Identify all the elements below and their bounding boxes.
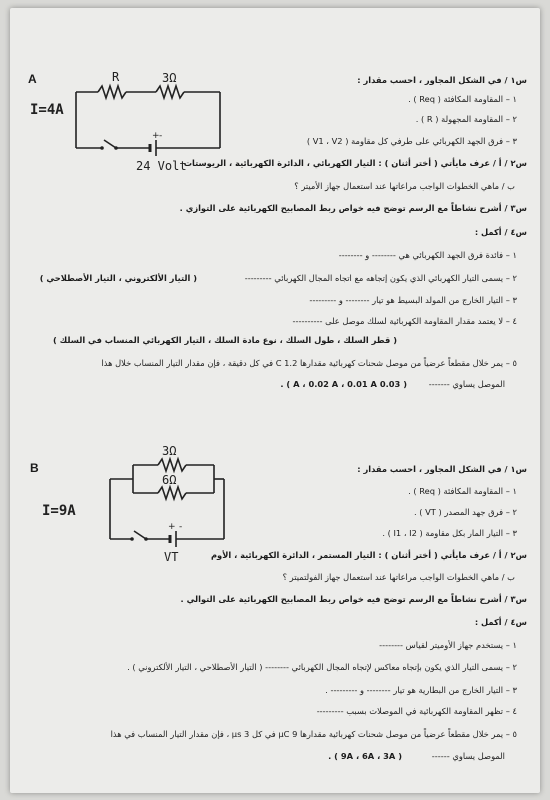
- svg-text:+: +: [168, 522, 176, 532]
- question-line: ٢ – فرق جهد المصدر ( VT ) .: [413, 507, 517, 517]
- question-line: ٥ – يمر خلال مقطعاً عرضياً من موصل شحنات كهربائية مقدارها 1.2 C في كل دقيقة ، فإن مقدار التيار المنساب خلال هذا: [101, 358, 517, 368]
- question-line: ٥ – يمر خلال مقطعاً عرضياً من موصل شحنات كهربائية مقدارها 9 μC في كل 3 μs ، فإن مقدار التيار المنساب في هذا: [110, 729, 517, 739]
- question-line: الموصل يساوي ------: [431, 751, 505, 761]
- question-line: ٤ – لا يعتمد مقدار المقاومة الكهربائية لسلك موصل على ----------: [292, 316, 517, 326]
- section-b: [10, 443, 540, 793]
- current-label-b: I=9A: [42, 503, 76, 519]
- question-line: ١ – يستخدم جهاز الأوميتر لقياس --------: [379, 640, 517, 650]
- section-a: [10, 8, 540, 428]
- resistor-3ohm-label: 3Ω: [162, 71, 177, 85]
- question-line: ٢ – يسمى التيار الذي يكون بإتجاه معاكس لإتجاه المجال الكهربائي -------- ( التيار الأصطلاحي ، التيار الألكتروني ) .: [127, 662, 517, 672]
- question-line: س٤ / أكمل :: [474, 617, 527, 627]
- resistor-3ohm-label: 3Ω: [162, 444, 177, 458]
- question-line: ٢ – المقاومة المجهولة ( R ) .: [415, 114, 517, 124]
- svg-text:-: -: [179, 522, 183, 532]
- question-line: س٣ / أشرح نشاطاً مع الرسم توضح فيه خواص ربط المصابيح الكهربائية على التوالي .: [180, 594, 527, 604]
- question-line: ٣ – التيار الخارج من المولد البسيط هو تيار -------- و ---------: [309, 295, 517, 305]
- question-line: ب / ماهي الخطوات الواجب مراعاتها عند استعمال جهاز الأميتر ؟: [294, 181, 515, 191]
- question-line: ب / ماهي الخطوات الواجب مراعاتها عند استعمال جهاز الفولتميتر ؟: [282, 572, 515, 582]
- question-line: ٣ – التيار المار بكل مقاومة ( I1 ، I2 ) .: [382, 528, 517, 538]
- battery-voltage-label: 24 Volt: [136, 159, 187, 173]
- question-line: ٣ – التيار الخارج من البطارية هو تيار -------- و --------- .: [325, 685, 517, 695]
- question-line: ١ – فائدة فرق الجهد الكهربائي هي -------- و --------: [338, 250, 517, 260]
- question-line: ٢ – يسمى التيار الكهربائي الذي يكون إتجاهه مع اتجاه المجال الكهربائي ---------: [244, 273, 517, 283]
- questions-a: [10, 8, 527, 428]
- question-line: س١ / في الشكل المجاور ، احسب مقدار :: [357, 464, 527, 474]
- exam-sheet: [10, 8, 540, 793]
- question-line: س٢ / أ / عرف مايأتي ( أختر أثنان ) : التيار الكهربائي ، الدائرة الكهربائية ، الريوستات: [183, 158, 527, 168]
- current-label-a: I=4A: [30, 102, 64, 118]
- question-line: س٤ / أكمل :: [474, 227, 527, 237]
- section-a-label: A: [28, 72, 37, 86]
- resistor-6ohm-label: 6Ω: [162, 473, 177, 487]
- question-line: ١ – المقاومة المكافئة ( Req ) .: [408, 94, 517, 104]
- question-line: س١ / في الشكل المجاور ، احسب مقدار :: [357, 75, 527, 85]
- answer-options: ( 0.03 A ، 0.02 A ، 0.01 A ) .: [280, 379, 407, 389]
- question-line: س٣ / أشرح نشاطاً مع الرسم توضح فيه خواص ربط المصابيح الكهربائية على التوازي .: [179, 203, 527, 213]
- question-line: ٤ – تظهر المقاومة الكهربائية في الموصلات بسبب ---------: [316, 706, 517, 716]
- section-b-label: B: [30, 461, 39, 475]
- svg-text:-: -: [159, 131, 163, 141]
- questions-b: [10, 443, 527, 793]
- resistor-r-label: R: [112, 70, 120, 84]
- answer-options: ( 9A ، 6A ، 3A ) .: [328, 751, 402, 761]
- svg-text:+: +: [152, 131, 160, 141]
- answer-options: ( قطر السلك ، طول السلك ، نوع مادة السلك ، التيار الكهربائي المنساب في السلك ): [52, 335, 397, 345]
- question-line: س٢ / أ / عرف مايأتي ( أختر أثنان ) : التيار المستمر ، الدائرة الكهربائية ، الأوم: [210, 550, 527, 560]
- source-voltage-label: VT: [164, 550, 179, 563]
- answer-options: ( التيار الألكتروني ، التيار الأصطلاحي ): [39, 273, 197, 283]
- question-line: ٣ – فرق الجهد الكهربائي على طرفي كل مقاومة ( V1 ، V2 ): [306, 136, 517, 146]
- question-line: ١ – المقاومة المكافئة ( Req ) .: [408, 486, 517, 496]
- question-line: الموصل يساوي -------: [428, 379, 505, 389]
